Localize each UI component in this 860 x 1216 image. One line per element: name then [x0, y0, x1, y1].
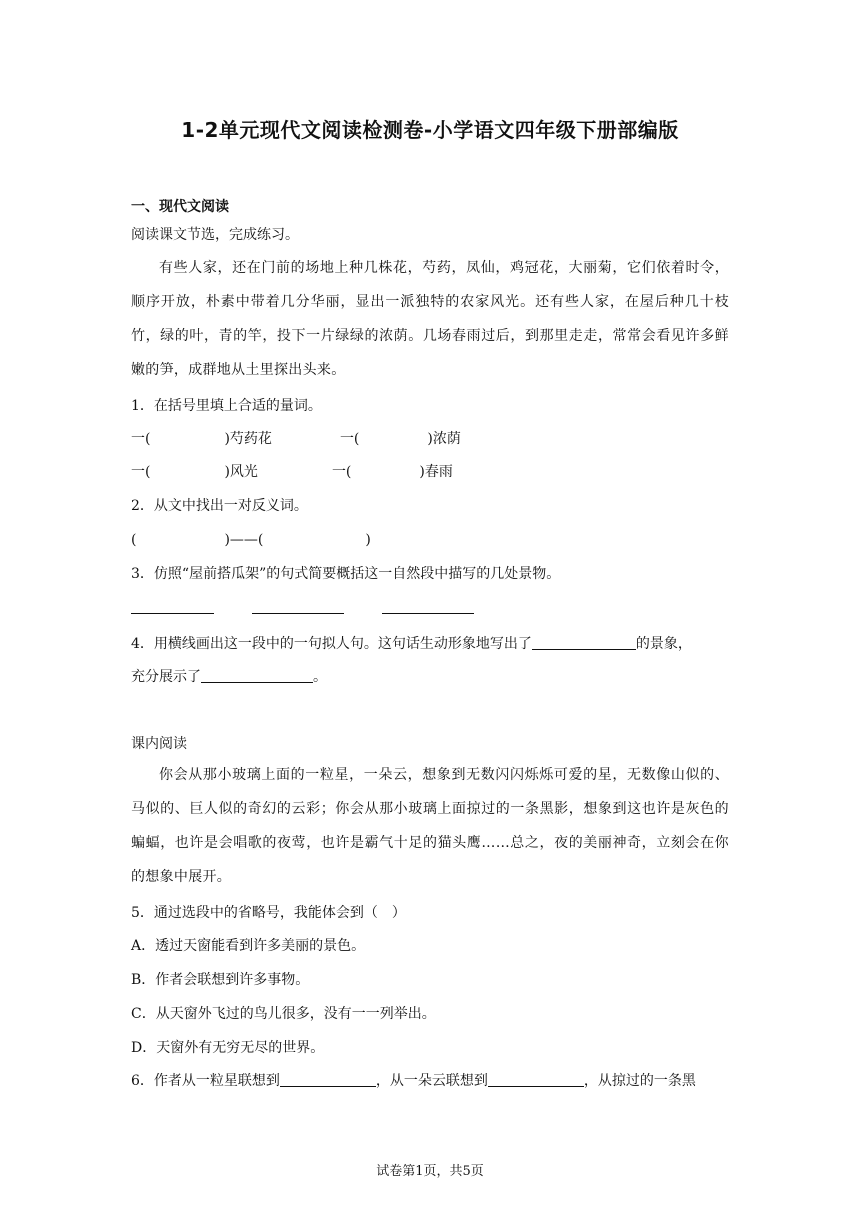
q4-blank-2[interactable]: [201, 668, 313, 683]
q4-text-4: 。: [313, 669, 327, 685]
question-3-stem: 3．仿照“屋前搭瓜架”的句式简要概括这一自然段中描写的几处景物。: [131, 566, 561, 582]
q4-text-3: 充分展示了: [131, 669, 201, 685]
question-2-answer: [131, 530, 371, 550]
q6-text-2: ，从一朵云联想到: [375, 1073, 488, 1089]
q4-text-2: 的景象，: [635, 636, 692, 652]
page-footer: 试卷第1页，共5页: [376, 1164, 484, 1179]
q4-text-1: 4．用横线画出这一段中的一句拟人句。这句话生动形象地写出了: [131, 636, 532, 652]
section-heading-in-class: 课内阅读: [131, 736, 187, 752]
question-5-option-a[interactable]: A．透过天窗能看到许多美丽的景色。: [131, 938, 366, 954]
question-5-stem: 5．通过选段中的省略号，我能体会到（ ）: [131, 905, 406, 921]
section-heading-reading: 一、现代文阅读: [131, 199, 229, 215]
q1-row2-b-close: )春雨: [419, 464, 453, 480]
q3-blank-1[interactable]: [131, 599, 214, 614]
q4-blank-1[interactable]: [532, 635, 636, 650]
q1-row1-a-open: 一(: [131, 431, 151, 447]
question-1-stem: 1．在括号里填上合适的量词。: [131, 398, 322, 414]
question-5-option-d[interactable]: D．天窗外有无穷无尽的世界。: [131, 1040, 325, 1056]
q6-text-3: ，从掠过的一条黑: [583, 1073, 696, 1089]
q1-row2-a-close: )风光: [224, 464, 258, 480]
instruction-text: 阅读课文节选，完成练习。: [131, 227, 299, 243]
question-5-option-b[interactable]: B．作者会联想到许多事物。: [131, 972, 310, 988]
q1-row1-a-close: )芍药花: [224, 431, 272, 447]
passage-2: 你会从那小玻璃上面的一粒星，一朵云，想象到无数闪闪烁烁可爱的星，无数像山似的、马似的、巨人似的奇幻的云彩；你会从那小玻璃上面掠过的一条黑影，想象到这也许是灰色的蝙蝠，也许是会唱歌的夜莺，也许是霸气十足的猫头鹰……总之，夜的美丽神奇，立刻会在你的想象中展开。: [131, 767, 729, 885]
q6-blank-2[interactable]: [488, 1072, 584, 1087]
q1-row1-b-close: )浓荫: [427, 431, 461, 447]
question-1-row-1: [131, 429, 461, 449]
q3-blank-3[interactable]: [382, 599, 474, 614]
document-title: 1-2单元现代文阅读检测卷-小学语文四年级下册部编版: [181, 118, 679, 142]
question-6-line-1: [131, 1071, 696, 1091]
q1-row2-a-open: 一(: [131, 464, 151, 480]
question-1-row-2: [131, 462, 453, 482]
q6-blank-1[interactable]: [280, 1072, 376, 1087]
question-4-line-1: [131, 634, 692, 654]
q2-dash: )——(: [224, 532, 264, 548]
question-3-blanks: [131, 598, 474, 618]
q1-row2-b-open: 一(: [331, 464, 352, 480]
passage-1: 有些人家，还在门前的场地上种几株花，芍药，凤仙，鸡冠花，大丽菊，它们依着时令，顺序开放，朴素中带着几分华丽，显出一派独特的农家风光。还有些人家，在屋后种几十枝竹，绿的叶，青的竿，投下一片绿绿的浓荫。几场春雨过后，到那里走走，常常会看见许多鲜嫩的笋，成群地从土里探出头来。: [131, 260, 729, 378]
q1-row1-b-open: 一(: [339, 431, 360, 447]
q6-text-1: 6．作者从一粒星联想到: [131, 1073, 280, 1089]
question-4-line-2: [131, 667, 327, 687]
q2-open: (: [131, 532, 137, 548]
q2-close: ): [365, 532, 371, 548]
question-5-option-c[interactable]: C．从天窗外飞过的鸟儿很多，没有一一列举出。: [131, 1006, 436, 1022]
q3-blank-2[interactable]: [252, 599, 344, 614]
question-2-stem: 2．从文中找出一对反义词。: [131, 498, 308, 514]
